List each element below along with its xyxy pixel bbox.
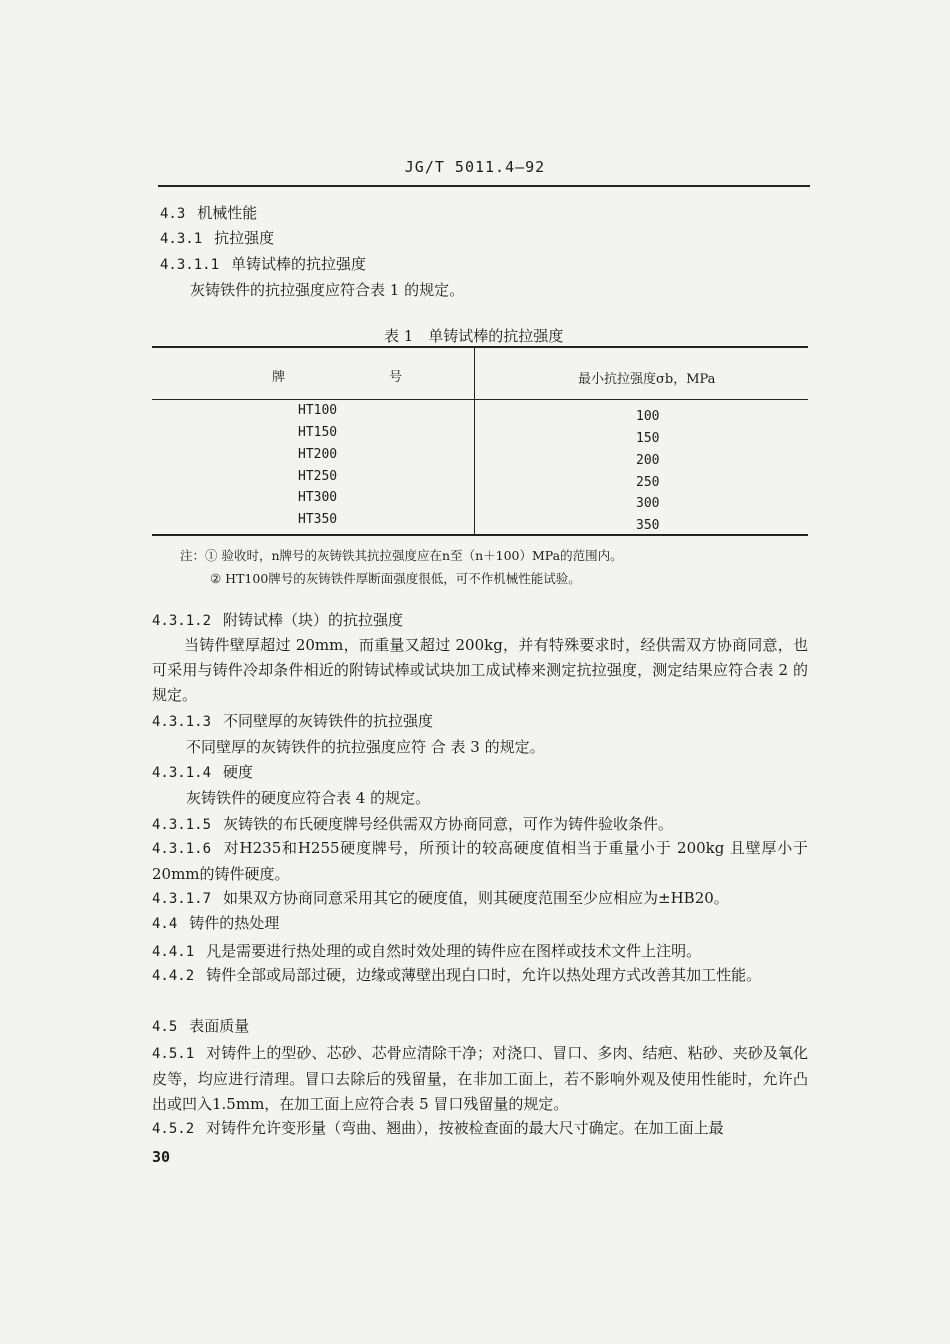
table-cell-value: 250 <box>636 475 660 490</box>
section-title: 铸件的热处理 <box>189 914 280 932</box>
table-cell-grade: HT350 <box>298 512 338 527</box>
table-header-strength: 最小抗拉强度σb，MPa <box>578 372 716 387</box>
section-4-3-1-7 <box>152 887 729 908</box>
table-header-grade: 牌 号 <box>272 370 403 385</box>
table-cell-grade: HT100 <box>298 403 338 418</box>
table-cell-value: 300 <box>636 496 660 511</box>
section-number: 4.5 <box>152 1019 178 1035</box>
section-title: 表面质量 <box>189 1017 250 1035</box>
section-number: 4.3.1.5 <box>152 817 212 833</box>
section-number: 4.3.1.7 <box>152 891 212 907</box>
section-number: 4.4 <box>152 916 178 932</box>
table-cell-value: 200 <box>636 453 660 468</box>
table-bottom-rule <box>152 534 808 536</box>
table-header-rule <box>152 399 808 400</box>
section-title: 单铸试棒的抗拉强度 <box>231 255 367 273</box>
section-4-3-1-3 <box>152 710 433 731</box>
section-4-3-1-5 <box>152 813 673 834</box>
section-4-4-1 <box>152 940 701 961</box>
section-4-3-1-1 <box>160 253 366 274</box>
section-4-3-1-4 <box>152 761 253 782</box>
table-cell-value: 150 <box>636 431 660 446</box>
section-number: 4.3.1.4 <box>152 765 212 781</box>
section-4-3-1-2 <box>152 609 403 630</box>
table-cell-value: 350 <box>636 518 660 533</box>
section-4-3-1-1-text: 灰铸铁件的抗拉强度应符合表 1 的规定。 <box>190 281 465 299</box>
section-4-3-1-6 <box>152 836 808 887</box>
page-number: 30 <box>152 1148 171 1166</box>
section-number: 4.3.1.6 <box>152 841 212 857</box>
table-cell-grade: HT300 <box>298 490 338 505</box>
section-number: 4.5.1 <box>152 1046 195 1062</box>
section-text: 铸件全部或局部过硬，边缘或薄壁出现白口时，允许以热处理方式改善其加工性能。 <box>206 966 762 984</box>
section-number: 4.3.1.1 <box>160 257 220 273</box>
section-4-5-1 <box>152 1041 808 1117</box>
table-cell-grade: HT200 <box>298 447 338 462</box>
table-1-title: 表 1 单铸试棒的抗拉强度 <box>384 327 564 345</box>
section-4-4 <box>152 912 279 933</box>
section-title: 附铸试棒（块）的抗拉强度 <box>223 611 404 629</box>
section-text: 对铸件允许变形量（弯曲、翘曲），按被检查面的最大尺寸确定。在加工面上最 <box>206 1119 724 1137</box>
section-4-3-1 <box>160 227 274 248</box>
section-text: 凡是需要进行热处理的或自然时效处理的铸件应在图样或技术文件上注明。 <box>206 942 702 960</box>
section-number: 4.5.2 <box>152 1121 195 1137</box>
header-rule <box>158 185 810 187</box>
section-number: 4.3.1.3 <box>152 714 212 730</box>
document-header: JG/T 5011.4—92 <box>404 158 546 176</box>
section-4-5-2 <box>152 1117 724 1138</box>
section-number: 4.4.2 <box>152 968 195 984</box>
section-number: 4.3 <box>160 206 186 222</box>
section-text: 对H235和H255硬度牌号，所预计的较高硬度值相当于重量小于 200kg 且壁厚小于20mm的铸件硬度。 <box>152 839 808 883</box>
section-title: 抗拉强度 <box>214 229 275 247</box>
table-top-rule <box>152 346 808 348</box>
table-cell-grade: HT250 <box>298 469 338 484</box>
section-4-3 <box>160 202 257 223</box>
section-4-5 <box>152 1015 249 1036</box>
section-title: 不同壁厚的灰铸铁件的抗拉强度 <box>223 712 434 730</box>
section-title: 硬度 <box>223 763 254 781</box>
section-text: 对铸件上的型砂、芯砂、芯骨应清除干净；对浇口、冒口、多肉、结疤、粘砂、夹砂及氧化皮等，均应进行清理。冒口去除后的残留量，在非加工面上，若不影响外观及使用性能时，允许凸出或凹入1.5mm，在加工面上应符合表 5 冒口残留量的规定。 <box>152 1044 808 1113</box>
table-cell-grade: HT150 <box>298 425 338 440</box>
section-4-4-2 <box>152 963 808 989</box>
section-number: 4.3.1.2 <box>152 613 212 629</box>
section-4-3-1-4-text: 灰铸铁件的硬度应符合表 4 的规定。 <box>186 789 431 807</box>
section-text: 灰铸铁的布氏硬度牌号经供需双方协商同意，可作为铸件验收条件。 <box>223 815 674 833</box>
section-title: 机械性能 <box>197 204 258 222</box>
table-note-2: ② HT100牌号的灰铸铁件厚断面强度很低，可不作机械性能试验。 <box>210 571 581 586</box>
table-cell-value: 100 <box>636 409 660 424</box>
section-4-3-1-2-text: 当铸件壁厚超过 20mm，而重量又超过 200kg，并有特殊要求时，经供需双方协商同意，也可采用与铸件冷却条件相近的附铸试棒或试块加工成试棒来测定抗拉强度，测定结果应符合表 2 的规定。 <box>152 636 808 704</box>
table-note-1: 注：① 验收时，n牌号的灰铸铁其抗拉强度应在n至（n＋100）MPa的范围内。 <box>180 548 623 563</box>
section-4-3-1-3-text: 不同壁厚的灰铸铁件的抗拉强度应符 合 表 3 的规定。 <box>186 738 545 756</box>
section-text: 如果双方协商同意采用其它的硬度值，则其硬度范围至少应相应为±HB20。 <box>223 889 729 907</box>
section-number: 4.4.1 <box>152 944 195 960</box>
section-number: 4.3.1 <box>160 231 203 247</box>
table-column-divider <box>474 348 475 534</box>
